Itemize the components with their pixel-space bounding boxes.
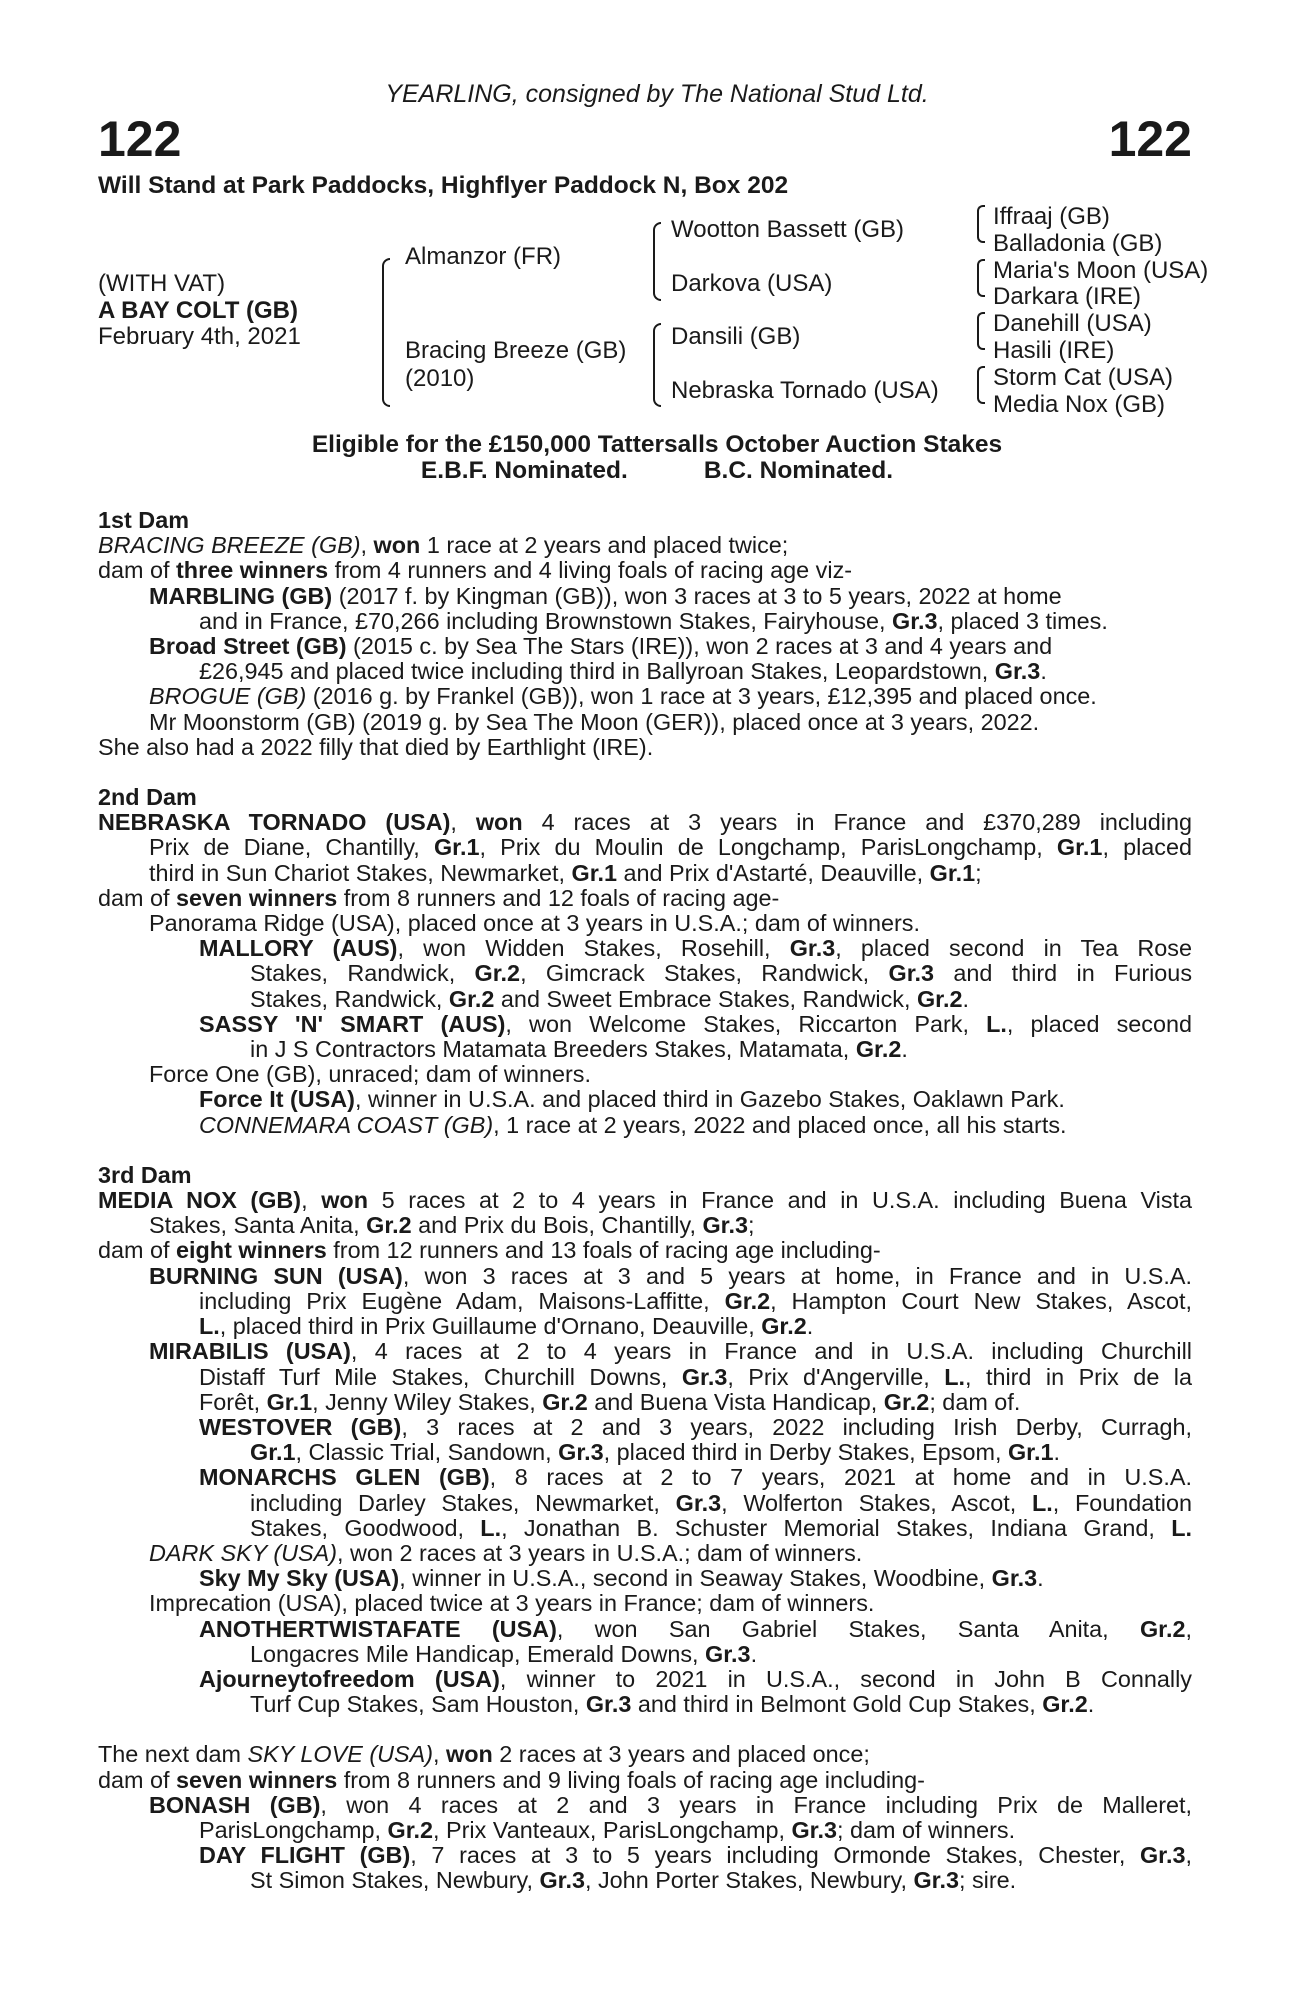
eligibility-line: Eligible for the £150,000 Tattersalls October Auction Stakes	[311, 431, 1003, 458]
sire-dam: Darkova (USA)	[671, 270, 833, 297]
third-dam-line-2: Stakes, Santa Anita, Gr.2 and Prix du Bois, Chantilly, Gr.3;	[149, 1212, 755, 1239]
produce-burning-sun-cont-1: including Prix Eugène Adam, Maisons-Laffitte, Gr.2, Hampton Court New Stakes, Ascot,	[199, 1287, 1192, 1314]
ggp-7: Storm Cat (USA)	[993, 364, 1174, 391]
produce-anothertwistafate: ANOTHERTWISTAFATE (USA), won San Gabriel Stakes, Santa Anita, Gr.2,	[199, 1615, 1192, 1642]
pedigree-brace-g3	[977, 312, 985, 350]
pedigree-brace-dam	[653, 323, 661, 407]
vat-note: (WITH VAT)	[98, 270, 226, 297]
produce-mirabilis-cont-1: Distaff Turf Mile Stakes, Churchill Downs, Gr.3, Prix d'Angerville, L., third in Prix de la	[199, 1363, 1192, 1390]
produce-brogue: BROGUE (GB) (2016 g. by Frankel (GB)), won 1 race at 3 years, £12,395 and placed once.	[149, 683, 1097, 710]
dam-dam: Nebraska Tornado (USA)	[671, 377, 939, 404]
produce-anothertwistafate-cont: Longacres Mile Handicap, Emerald Downs, Gr.3.	[250, 1640, 758, 1667]
ggp-5: Danehill (USA)	[993, 310, 1152, 337]
dam-sire: Dansili (GB)	[671, 323, 801, 350]
first-dam-line-2: dam of three winners from 4 runners and 4 living foals of racing age viz-	[98, 557, 853, 584]
second-dam-heading: 2nd Dam	[98, 784, 197, 811]
produce-ajourneytofreedom: Ajourneytofreedom (USA), winner to 2021 in U.S.A., second in John B Connally	[199, 1665, 1192, 1692]
second-dam-line-1: NEBRASKA TORNADO (USA), won 4 races at 3 years in France and £370,289 including	[98, 809, 1193, 836]
ggp-2: Balladonia (GB)	[993, 230, 1163, 257]
lot-number-right: 122	[1108, 111, 1192, 167]
stand-location: Will Stand at Park Paddocks, Highflyer Paddock N, Box 202	[98, 172, 789, 199]
produce-mr-moonstorm: Mr Moonstorm (GB) (2019 g. by Sea The Moon (GER)), placed once at 3 years, 2022.	[149, 708, 1040, 735]
third-dam-line-3: dam of eight winners from 12 runners and 13 foals of racing age including-	[98, 1237, 881, 1264]
ggp-6: Hasili (IRE)	[993, 337, 1115, 364]
nominations	[0, 457, 1314, 485]
first-dam-line-1: BRACING BREEZE (GB), won 1 race at 2 years and placed twice;	[98, 532, 789, 559]
first-dam-heading: 1st Dam	[98, 507, 190, 533]
dam: Bracing Breeze (GB)	[405, 337, 627, 364]
pedigree-brace-main	[382, 258, 390, 407]
ggp-4: Darkara (IRE)	[993, 283, 1142, 310]
produce-panorama-ridge: Panorama Ridge (USA), placed once at 3 years in U.S.A.; dam of winners.	[149, 910, 920, 937]
produce-broad-street: Broad Street (GB) (2015 c. by Sea The Stars (IRE)), won 2 races at 3 and 4 years and	[149, 633, 1053, 660]
page-header: YEARLING, consigned by The National Stud Ltd.	[385, 80, 929, 108]
produce-bonash-cont: ParisLongchamp, Gr.2, Prix Vanteaux, ParisLongchamp, Gr.3; dam of winners.	[199, 1816, 1016, 1843]
pedigree-brace-g4	[977, 366, 985, 404]
produce-marbling-cont: and in France, £70,266 including Brownstown Stakes, Fairyhouse, Gr.3, placed 3 times.	[199, 607, 1108, 634]
produce-sassy-n-smart: SASSY 'N' SMART (AUS), won Welcome Stakes, Riccarton Park, L., placed second	[199, 1010, 1193, 1037]
produce-marbling: MARBLING (GB) (2017 f. by Kingman (GB)), won 3 races at 3 to 5 years, 2022 at home	[149, 582, 1062, 609]
produce-day-flight: DAY FLIGHT (GB), 7 races at 3 to 5 years including Ormonde Stakes, Chester, Gr.3,	[199, 1842, 1192, 1869]
dam-year: (2010)	[405, 365, 475, 392]
ggp-3: Maria's Moon (USA)	[993, 257, 1209, 284]
produce-mallory-cont-1: Stakes, Randwick, Gr.2, Gimcrack Stakes, Randwick, Gr.3 and third in Furious	[250, 960, 1193, 987]
catalogue-body	[98, 508, 1192, 1894]
produce-sassy-n-smart-cont: in J S Contractors Matamata Breeders Stakes, Matamata, Gr.2.	[250, 1036, 908, 1063]
produce-monarchs-glen-cont-1: including Darley Stakes, Newmarket, Gr.3, Wolferton Stakes, Ascot, L., Foundation	[250, 1489, 1193, 1516]
produce-westover-cont: Gr.1, Classic Trial, Sandown, Gr.3, placed third in Derby Stakes, Epsom, Gr.1.	[250, 1439, 1060, 1466]
produce-monarchs-glen-cont-2: Stakes, Goodwood, L., Jonathan B. Schuster Memorial Stakes, Indiana Grand, L.	[250, 1514, 1193, 1541]
second-dam-line-2: Prix de Diane, Chantilly, Gr.1, Prix du Moulin de Longchamp, ParisLongchamp, Gr.1, placed	[149, 834, 1193, 861]
produce-mallory: MALLORY (AUS), won Widden Stakes, Rosehill, Gr.3, placed second in Tea Rose	[199, 935, 1193, 962]
ggp-1: Iffraaj (GB)	[993, 203, 1110, 230]
ggp-8: Media Nox (GB)	[993, 391, 1166, 418]
first-dam-note: She also had a 2022 filly that died by Earthlight (IRE).	[98, 733, 654, 760]
produce-imprecation: Imprecation (USA), placed twice at 3 years in France; dam of winners.	[149, 1590, 875, 1617]
sire-sire: Wootton Bassett (GB)	[671, 216, 904, 243]
third-dam-heading: 3rd Dam	[98, 1161, 192, 1188]
produce-mallory-cont-2: Stakes, Randwick, Gr.2 and Sweet Embrace Stakes, Randwick, Gr.2.	[250, 985, 969, 1012]
produce-sky-my-sky: Sky My Sky (USA), winner in U.S.A., second in Seaway Stakes, Woodbine, Gr.3.	[199, 1565, 1044, 1592]
produce-monarchs-glen: MONARCHS GLEN (GB), 8 races at 2 to 7 years, 2021 at home and in U.S.A.	[199, 1464, 1192, 1491]
horse-name: A BAY COLT (GB)	[98, 297, 299, 324]
produce-force-one: Force One (GB), unraced; dam of winners.	[149, 1061, 592, 1088]
produce-force-it: Force It (USA), winner in U.S.A. and placed third in Gazebo Stakes, Oaklawn Park.	[199, 1086, 1065, 1113]
ebf-nomination: E.B.F. Nominated.	[420, 457, 628, 484]
second-dam-line-4: dam of seven winners from 8 runners and 12 foals of racing age-	[98, 884, 780, 911]
produce-dark-sky: DARK SKY (USA), won 2 races at 3 years in U.S.A.; dam of winners.	[149, 1539, 863, 1566]
foaling-date: February 4th, 2021	[98, 323, 301, 350]
produce-mirabilis-cont-2: Forêt, Gr.1, Jenny Wiley Stakes, Gr.2 and Buena Vista Handicap, Gr.2; dam of.	[199, 1388, 1021, 1415]
sire: Almanzor (FR)	[405, 243, 562, 270]
pedigree-brace-g1	[977, 205, 985, 243]
third-dam-line-1: MEDIA NOX (GB), won 5 races at 2 to 4 years in France and in U.S.A. including Buena Vista	[98, 1187, 1193, 1214]
pedigree-brace-sire	[653, 222, 661, 301]
produce-day-flight-cont: St Simon Stakes, Newbury, Gr.3, John Porter Stakes, Newbury, Gr.3; sire.	[250, 1867, 1017, 1894]
produce-connemara-coast: CONNEMARA COAST (GB), 1 race at 2 years, 2022 and placed once, all his starts.	[199, 1111, 1067, 1138]
pedigree-brace-g2	[977, 259, 985, 297]
lot-number-left: 122	[98, 111, 182, 167]
next-dam-line-1: The next dam SKY LOVE (USA), won 2 races at 3 years and placed once;	[98, 1741, 870, 1768]
produce-mirabilis: MIRABILIS (USA), 4 races at 2 to 4 years in France and in U.S.A. including Churchill	[149, 1338, 1192, 1365]
produce-ajourneytofreedom-cont: Turf Cup Stakes, Sam Houston, Gr.3 and third in Belmont Gold Cup Stakes, Gr.2.	[250, 1691, 1095, 1718]
produce-burning-sun: BURNING SUN (USA), won 3 races at 3 and 5 years at home, in France and in U.S.A.	[149, 1262, 1193, 1289]
bc-nomination: B.C. Nominated.	[703, 457, 894, 484]
produce-burning-sun-cont-2: L., placed third in Prix Guillaume d'Ornano, Deauville, Gr.2.	[199, 1313, 814, 1340]
second-dam-line-3: third in Sun Chariot Stakes, Newmarket, Gr.1 and Prix d'Astarté, Deauville, Gr.1;	[149, 859, 982, 886]
produce-bonash: BONASH (GB), won 4 races at 2 and 3 years in France including Prix de Malleret,	[149, 1791, 1193, 1818]
produce-westover: WESTOVER (GB), 3 races at 2 and 3 years, 2022 including Irish Derby, Curragh,	[199, 1413, 1192, 1440]
produce-broad-street-cont: £26,945 and placed twice including third in Ballyroan Stakes, Leopardstown, Gr.3.	[199, 658, 1047, 685]
next-dam-line-2: dam of seven winners from 8 runners and 9 living foals of racing age including-	[98, 1766, 925, 1793]
